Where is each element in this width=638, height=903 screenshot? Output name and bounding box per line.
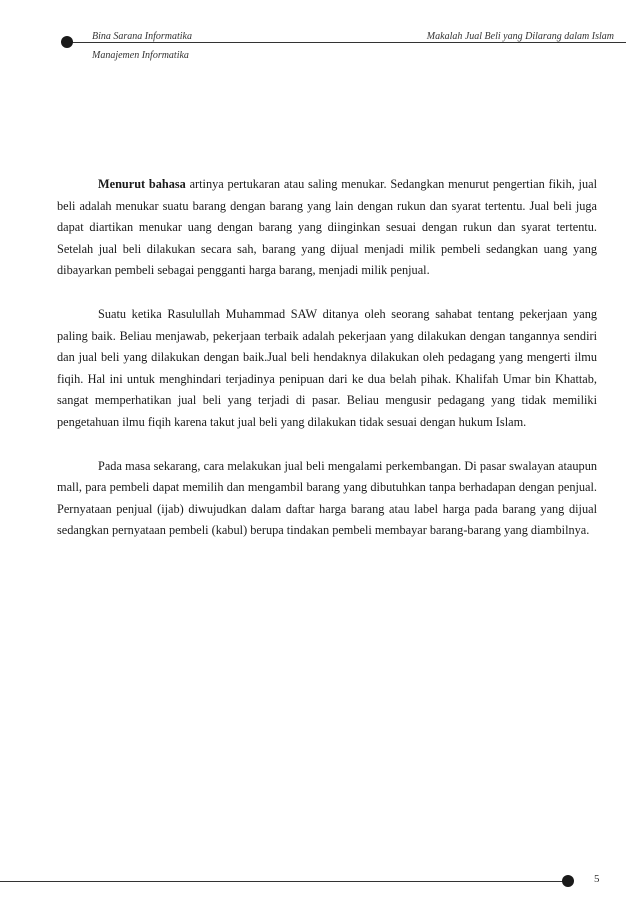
header-department: Manajemen Informatika [92,50,189,61]
header-bullet-dot [61,36,73,48]
header-institution: Bina Sarana Informatika [92,31,192,42]
paragraph-1-text: artinya pertukaran atau saling menukar. Sedangkan menurut pengertian fikih, jual beli adalah menukar suatu barang dengan barang yang lain dengan rukun dan syarat tertentu. Jual beli juga dapat diartikan menukar uang dengan barang yang diinginkan sesuai dengan rukun dan syarat tertentu. Setelah jual beli dilakukan secara sah, barang yang dijual menjadi milik pembeli sedangkan uang yang dibayarkan pembeli sebagai pengganti harga barang, menjadi milik penjual. [57,177,597,278]
document-body [57,174,597,564]
header-document-title: Makalah Jual Beli yang Dilarang dalam Islam [426,31,614,42]
page-number: 5 [594,873,600,885]
paragraph-2: Suatu ketika Rasulullah Muhammad SAW ditanya oleh seorang sahabat tentang pekerjaan yang paling baik. Beliau menjawab, pekerjaan terbaik adalah pekerjaan yang dilakukan dengan tangannya sendiri dan jual beli yang dilakukan dengan baik.Jual beli hendaknya dilakukan oleh pedagang yang mengerti ilmu fiqih. Hal ini untuk menghindari terjadinya penipuan dari ke dua belah pihak. Khalifah Umar bin Khattab, sangat memperhatikan jual beli yang terjadi di pasar. Beliau mengusir pedagang yang tidak memiliki pengetahuan ilmu fiqih karena takut jual beli yang dilakukan tidak sesuai dengan hukum Islam. [57,306,597,429]
header-rule [68,42,626,43]
paragraph-1 [57,174,597,282]
paragraph-3: Pada masa sekarang, cara melakukan jual beli mengalami perkembangan. Di pasar swalayan ataupun mall, para pembeli dapat memilih dan mengambil barang yang dibutuhkan tanpa berhadapan dengan penjual. Pernyataan penjual (ijab) diwujudkan dalam daftar harga barang atau label harga pada barang yang dijual sedangkan pernyataan pembeli (kabul) berupa tindakan pembeli membayar barang-barang yang diambilnya. [57,458,597,538]
footer-rule [0,881,568,882]
footer-bullet-dot [562,875,574,887]
paragraph-1-bold-lead: Menurut bahasa [98,177,186,191]
